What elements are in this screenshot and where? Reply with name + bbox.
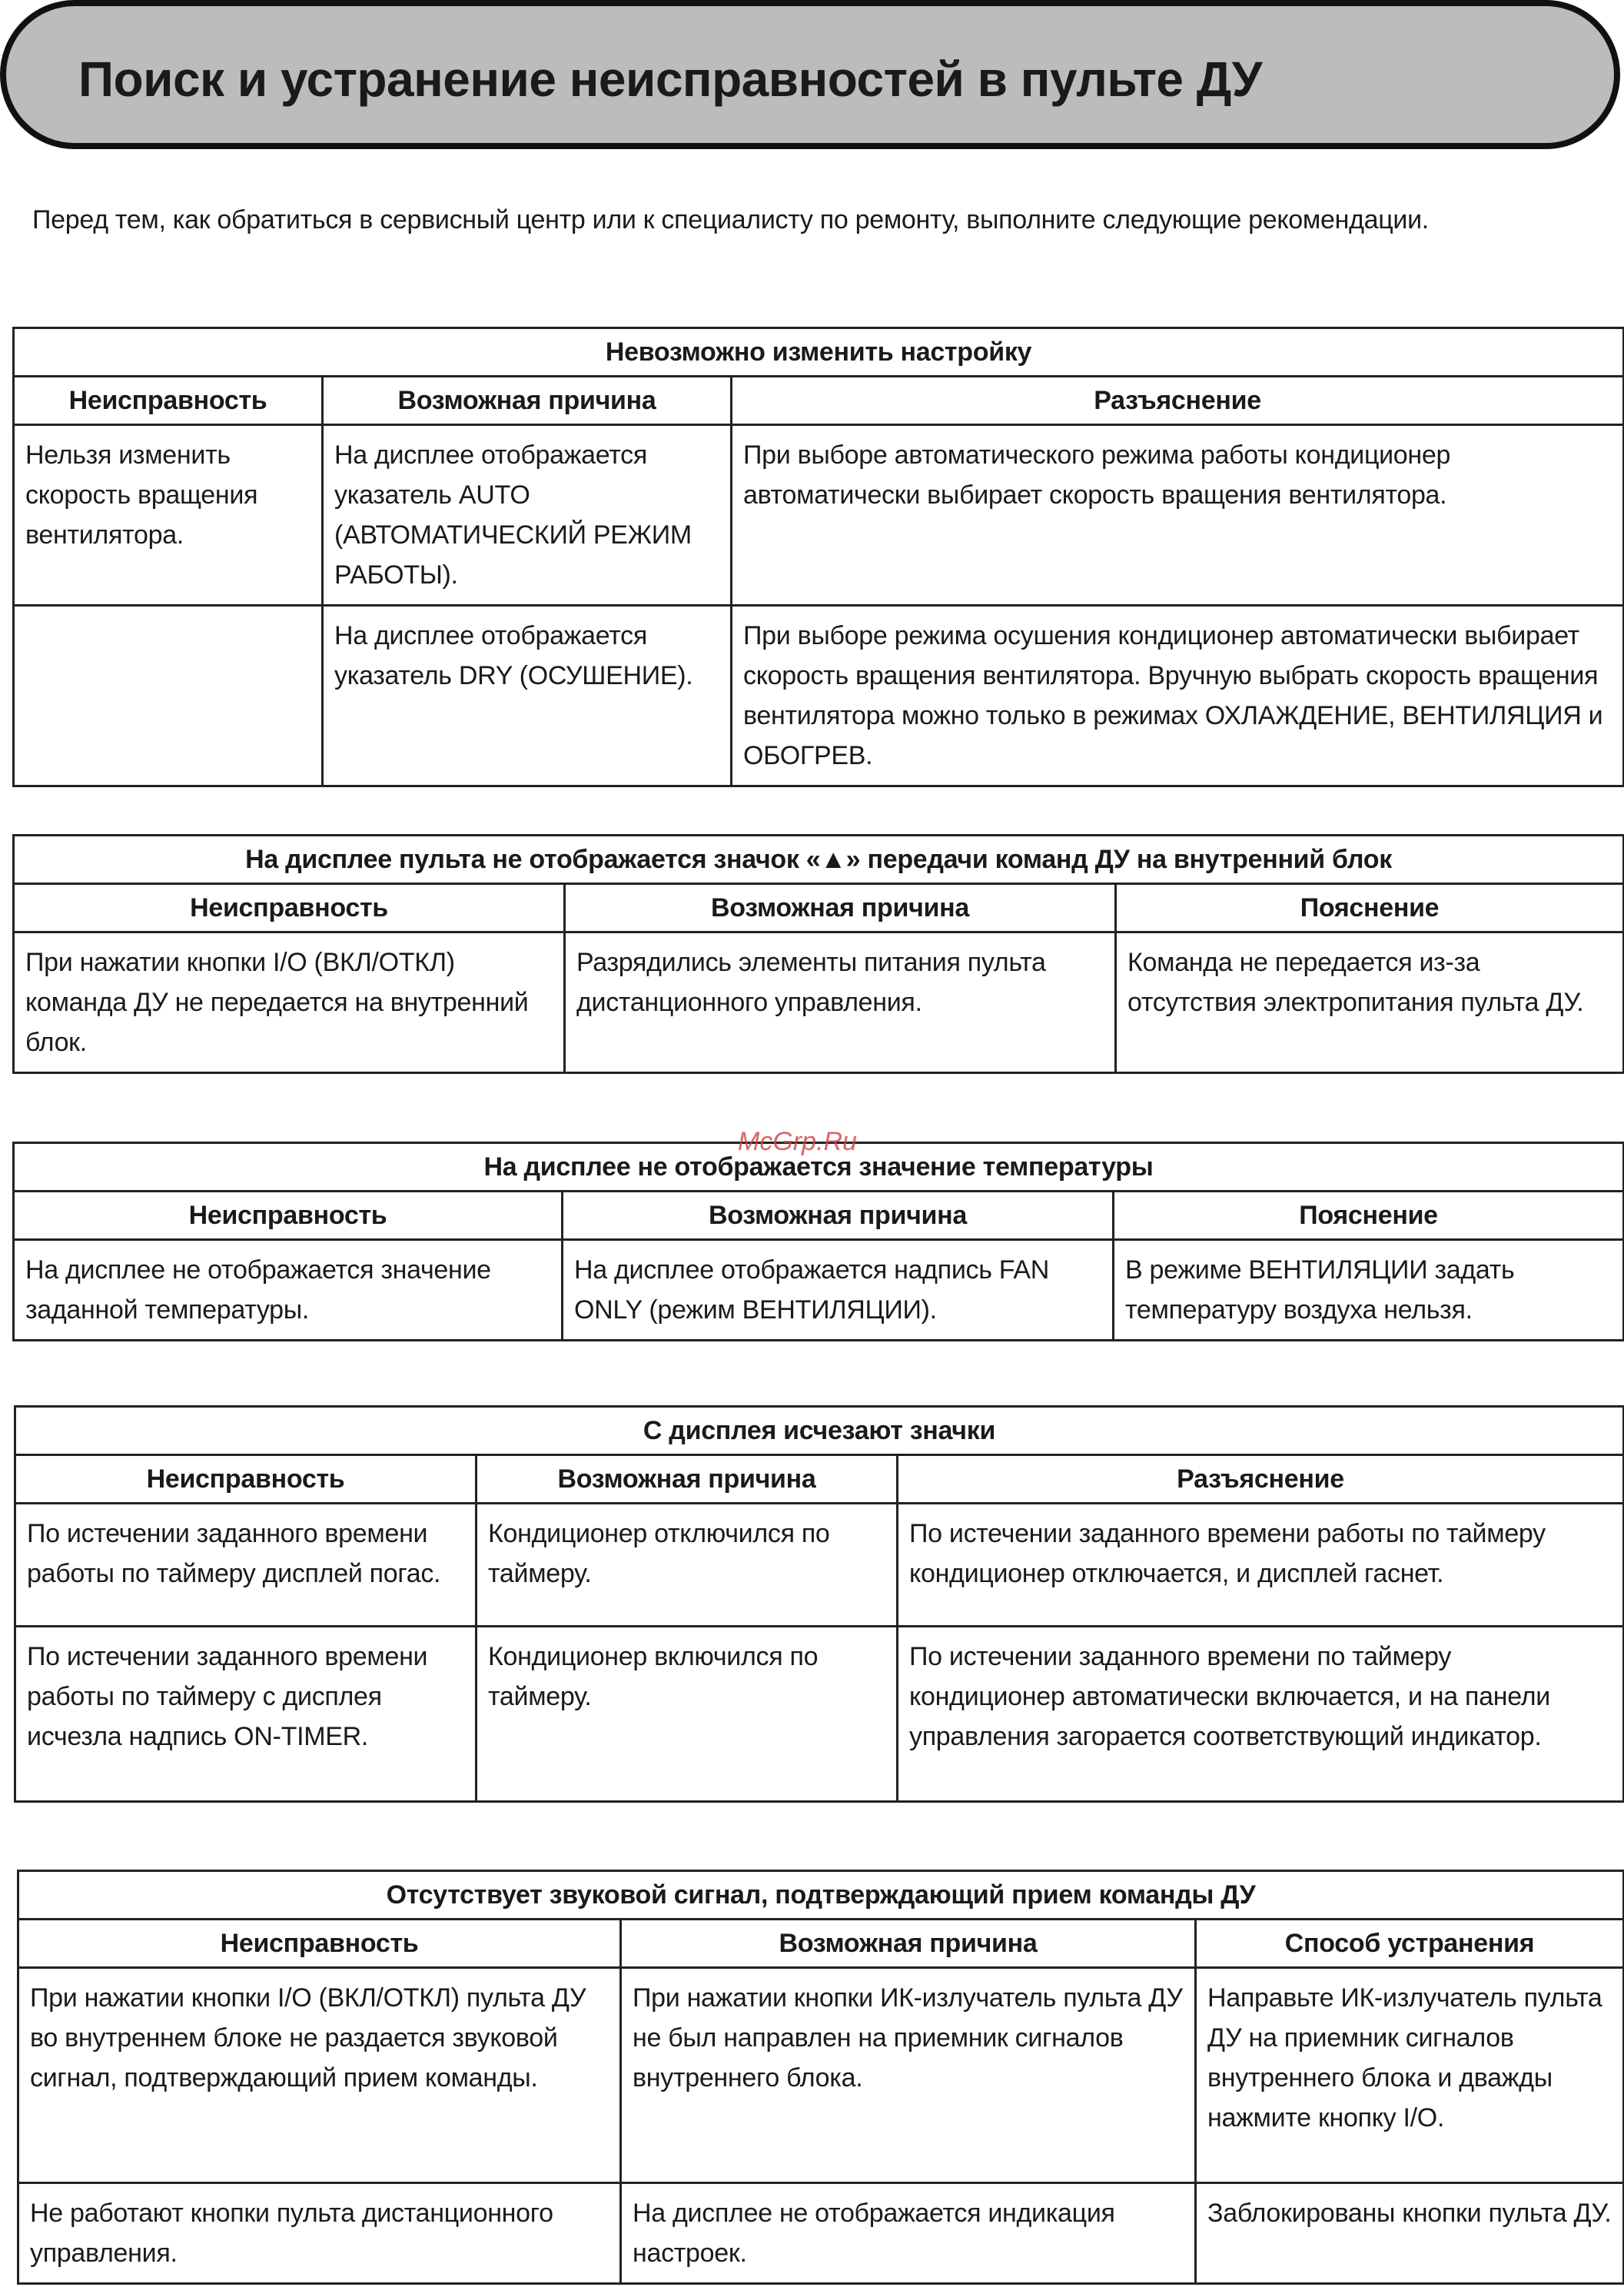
column-header: Неисправность xyxy=(14,1192,563,1240)
table-row xyxy=(18,1968,1624,2183)
table-cell: По истечении заданного времени по таймеру кондиционер автоматически включается, и на панели управления загорается соответствующий индикатор. xyxy=(898,1627,1624,1802)
column-header: Неисправность xyxy=(18,1920,621,1968)
column-header: Способ устранения xyxy=(1196,1920,1624,1968)
table-cell: При нажатии кнопки I/O (ВКЛ/ОТКЛ) пульта ДУ во внутреннем блоке не раздается звуковой сигнал, подтверждающий прием команды. xyxy=(18,1968,621,2183)
column-header: Возможная причина xyxy=(323,377,732,425)
table-cell: На дисплее не отображается индикация настроек. xyxy=(621,2183,1196,2284)
table-cell: При выборе режима осушения кондиционер автоматически выбирает скорость вращения вентилятора. Вручную выбрать скорость вращения вентилятора можно только в режимах ОХЛАЖДЕНИЕ, ВЕНТИЛЯЦИЯ и ОБОГРЕВ. xyxy=(732,606,1624,786)
column-header: Неисправность xyxy=(14,884,565,932)
column-header: Возможная причина xyxy=(621,1920,1196,1968)
table-cell: Нельзя изменить скорость вращения вентилятора. xyxy=(14,425,323,606)
column-header: Возможная причина xyxy=(477,1455,898,1504)
table-row xyxy=(14,606,1624,786)
table-cell: Направьте ИК-излучатель пульта ДУ на приемник сигналов внутреннего блока и дважды нажмите кнопку I/O. xyxy=(1196,1968,1624,2183)
table-title: С дисплея исчезают значки xyxy=(15,1407,1624,1455)
table-cell: По истечении заданного времени работы по таймеру дисплей погас. xyxy=(15,1504,477,1627)
table-cell: Не работают кнопки пульта дистанционного управления. xyxy=(18,2183,621,2284)
table-cell: Разрядились элементы питания пульта дистанционного управления. xyxy=(565,932,1116,1073)
table-cell: На дисплее не отображается значение заданной температуры. xyxy=(14,1240,563,1341)
table-cell: При нажатии кнопки ИК-излучатель пульта ДУ не был направлен на приемник сигналов внутреннего блока. xyxy=(621,1968,1196,2183)
troubleshooting-table-transmit-icon xyxy=(12,834,1624,1074)
watermark: McGrp.Ru xyxy=(738,1127,857,1156)
column-header: Пояснение xyxy=(1116,884,1624,932)
column-header: Неисправность xyxy=(14,377,323,425)
title-banner xyxy=(0,0,1620,149)
table-cell: Команда не передается из-за отсутствия электропитания пульта ДУ. xyxy=(1116,932,1624,1073)
column-header: Неисправность xyxy=(15,1455,477,1504)
column-header: Пояснение xyxy=(1114,1192,1624,1240)
table-cell: На дисплее отображается указатель DRY (ОСУШЕНИЕ). xyxy=(323,606,732,786)
column-header: Возможная причина xyxy=(565,884,1116,932)
table-cell: По истечении заданного времени работы по таймеру с дисплея исчезла надпись ON-TIMER. xyxy=(15,1627,477,1802)
table-title: Отсутствует звуковой сигнал, подтверждающий прием команды ДУ xyxy=(18,1871,1624,1920)
table-cell: При выборе автоматического режима работы кондиционер автоматически выбирает скорость вращения вентилятора. xyxy=(732,425,1624,606)
table-title: На дисплее не отображается значение температуры xyxy=(14,1143,1624,1192)
troubleshooting-table-settings xyxy=(12,327,1624,787)
column-header: Разъяснение xyxy=(732,377,1624,425)
troubleshooting-table-beep xyxy=(17,1870,1624,2285)
table-row xyxy=(15,1627,1624,1802)
table-cell: Кондиционер отключился по таймеру. xyxy=(477,1504,898,1627)
table-title: На дисплее пульта не отображается значок «▲» передачи команд ДУ на внутренний блок xyxy=(14,836,1624,884)
page-title: Поиск и устранение неисправностей в пульте ДУ xyxy=(78,52,1262,107)
table-title: Невозможно изменить настройку xyxy=(14,328,1624,377)
table-cell: При нажатии кнопки I/O (ВКЛ/ОТКЛ) команда ДУ не передается на внутренний блок. xyxy=(14,932,565,1073)
table-cell: По истечении заданного времени работы по таймеру кондиционер отключается, и дисплей гаснет. xyxy=(898,1504,1624,1627)
table-cell: Заблокированы кнопки пульта ДУ. xyxy=(1196,2183,1624,2284)
table-cell: На дисплее отображается указатель AUTO (АВТОМАТИЧЕСКИЙ РЕЖИМ РАБОТЫ). xyxy=(323,425,732,606)
table-row xyxy=(14,1240,1624,1341)
intro-text: Перед тем, как обратиться в сервисный центр или к специалисту по ремонту, выполните следующие рекомендации. xyxy=(32,205,1429,234)
table-row xyxy=(18,2183,1624,2284)
table-row xyxy=(15,1504,1624,1627)
table-cell: Кондиционер включился по таймеру. xyxy=(477,1627,898,1802)
table-cell: В режиме ВЕНТИЛЯЦИИ задать температуру воздуха нельзя. xyxy=(1114,1240,1624,1341)
troubleshooting-table-icons-disappear xyxy=(14,1405,1624,1803)
column-header: Возможная причина xyxy=(563,1192,1114,1240)
table-cell: На дисплее отображается надпись FAN ONLY (режим ВЕНТИЛЯЦИИ). xyxy=(563,1240,1114,1341)
table-row xyxy=(14,425,1624,606)
column-header: Разъяснение xyxy=(898,1455,1624,1504)
table-cell xyxy=(14,606,323,786)
table-row xyxy=(14,932,1624,1073)
troubleshooting-table-temperature xyxy=(12,1142,1624,1341)
